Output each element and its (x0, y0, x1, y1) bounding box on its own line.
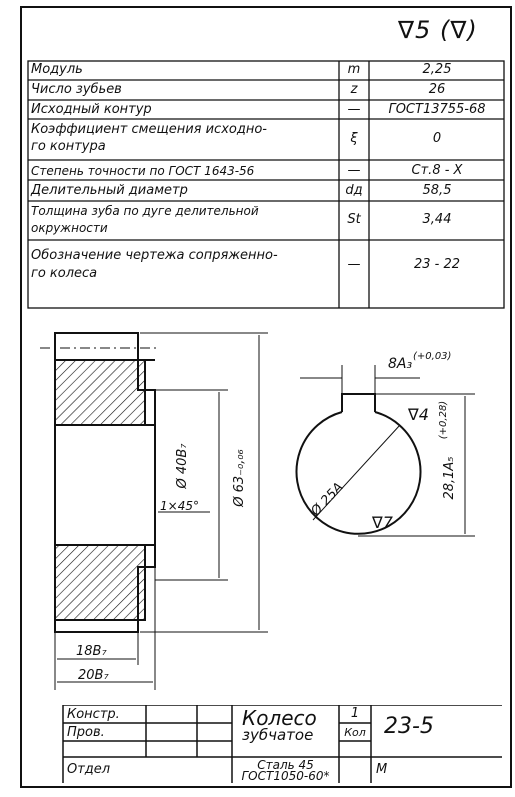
param-name-module: Модуль (31, 62, 83, 77)
param-name-shift-cont: го контура (31, 139, 106, 154)
title-konstr: Констр. (67, 707, 120, 722)
param-value-mating-drawing: 23 - 22 (413, 257, 461, 272)
roughness-bore: ∇7 (372, 513, 393, 532)
param-name-shift: Коэффициент смещения исходно- (31, 122, 267, 137)
title-otdel: Отдел (67, 762, 111, 777)
param-symbol-tooth-thickness: St (347, 212, 361, 227)
dim-total-width: 20B₇ (78, 668, 109, 683)
drawing-number: 23-5 (384, 714, 434, 739)
roughness-keyway: ∇4 (408, 405, 429, 424)
param-symbol-pitch-diameter: dд (345, 183, 363, 198)
param-value-teeth: 26 (428, 82, 446, 97)
param-name-mating-drawing: Обозначение чертежа сопряженно- (31, 248, 278, 263)
param-value-profile: ГОСТ13755-68 (388, 102, 486, 117)
param-name-teeth: Число зубьев (31, 82, 122, 97)
param-symbol-shift: ξ (350, 131, 358, 146)
dim-key-width-tol: (+0,03) (413, 351, 452, 362)
param-symbol-mating-drawing: — (347, 257, 361, 272)
quantity-label: Кол (344, 726, 366, 739)
param-name-accuracy: Степень точности по ГОСТ 1643-56 (31, 164, 255, 178)
material-line2: ГОСТ1050-60* (241, 769, 330, 783)
quantity-value: 1 (350, 706, 360, 721)
param-name-tooth-thickness-cont: окружности (31, 221, 108, 235)
material-line1: Сталь 45 (257, 758, 314, 772)
dim-bore-diameter: Ø 25A (308, 479, 347, 520)
dim-outer-diameter: Ø 63₋₀,₀₆ (232, 449, 247, 507)
dim-key-width: 8A₃ (388, 356, 413, 372)
param-symbol-module: m (347, 62, 361, 77)
param-value-module: 2,25 (422, 62, 452, 77)
scale-label: М (376, 762, 388, 777)
param-name-tooth-thickness: Толщина зуба по дуге делительной (31, 204, 259, 218)
dim-chamfer: 1×45° (160, 499, 199, 513)
param-symbol-profile: — (347, 102, 361, 117)
part-name-cont: зубчатое (242, 726, 314, 744)
param-name-pitch-diameter: Делительный диаметр (31, 183, 188, 198)
title-block (62, 705, 502, 783)
dim-hub-width: 18B₇ (76, 644, 107, 659)
param-value-accuracy: Ст.8 - X (411, 163, 463, 178)
dim-key-depth: 28,1A₅ (442, 456, 457, 500)
param-value-shift: 0 (432, 131, 442, 146)
dim-inner-diameter: Ø 40B₇ (175, 443, 190, 489)
dim-key-depth-tol: (+0,28) (438, 400, 449, 440)
part-name: Колесо (242, 706, 317, 730)
param-value-pitch-diameter: 58,5 (422, 183, 452, 198)
param-symbol-teeth: z (350, 82, 358, 97)
general-roughness-mark: ∇5 (∇) (398, 16, 478, 44)
param-symbol-accuracy: — (347, 163, 361, 178)
title-prov: Пров. (67, 725, 105, 740)
gear-section-view (55, 333, 155, 632)
param-name-profile: Исходный контур (31, 102, 152, 117)
param-value-tooth-thickness: 3,44 (422, 212, 452, 227)
param-name-mating-drawing-cont: го колеса (31, 266, 98, 281)
